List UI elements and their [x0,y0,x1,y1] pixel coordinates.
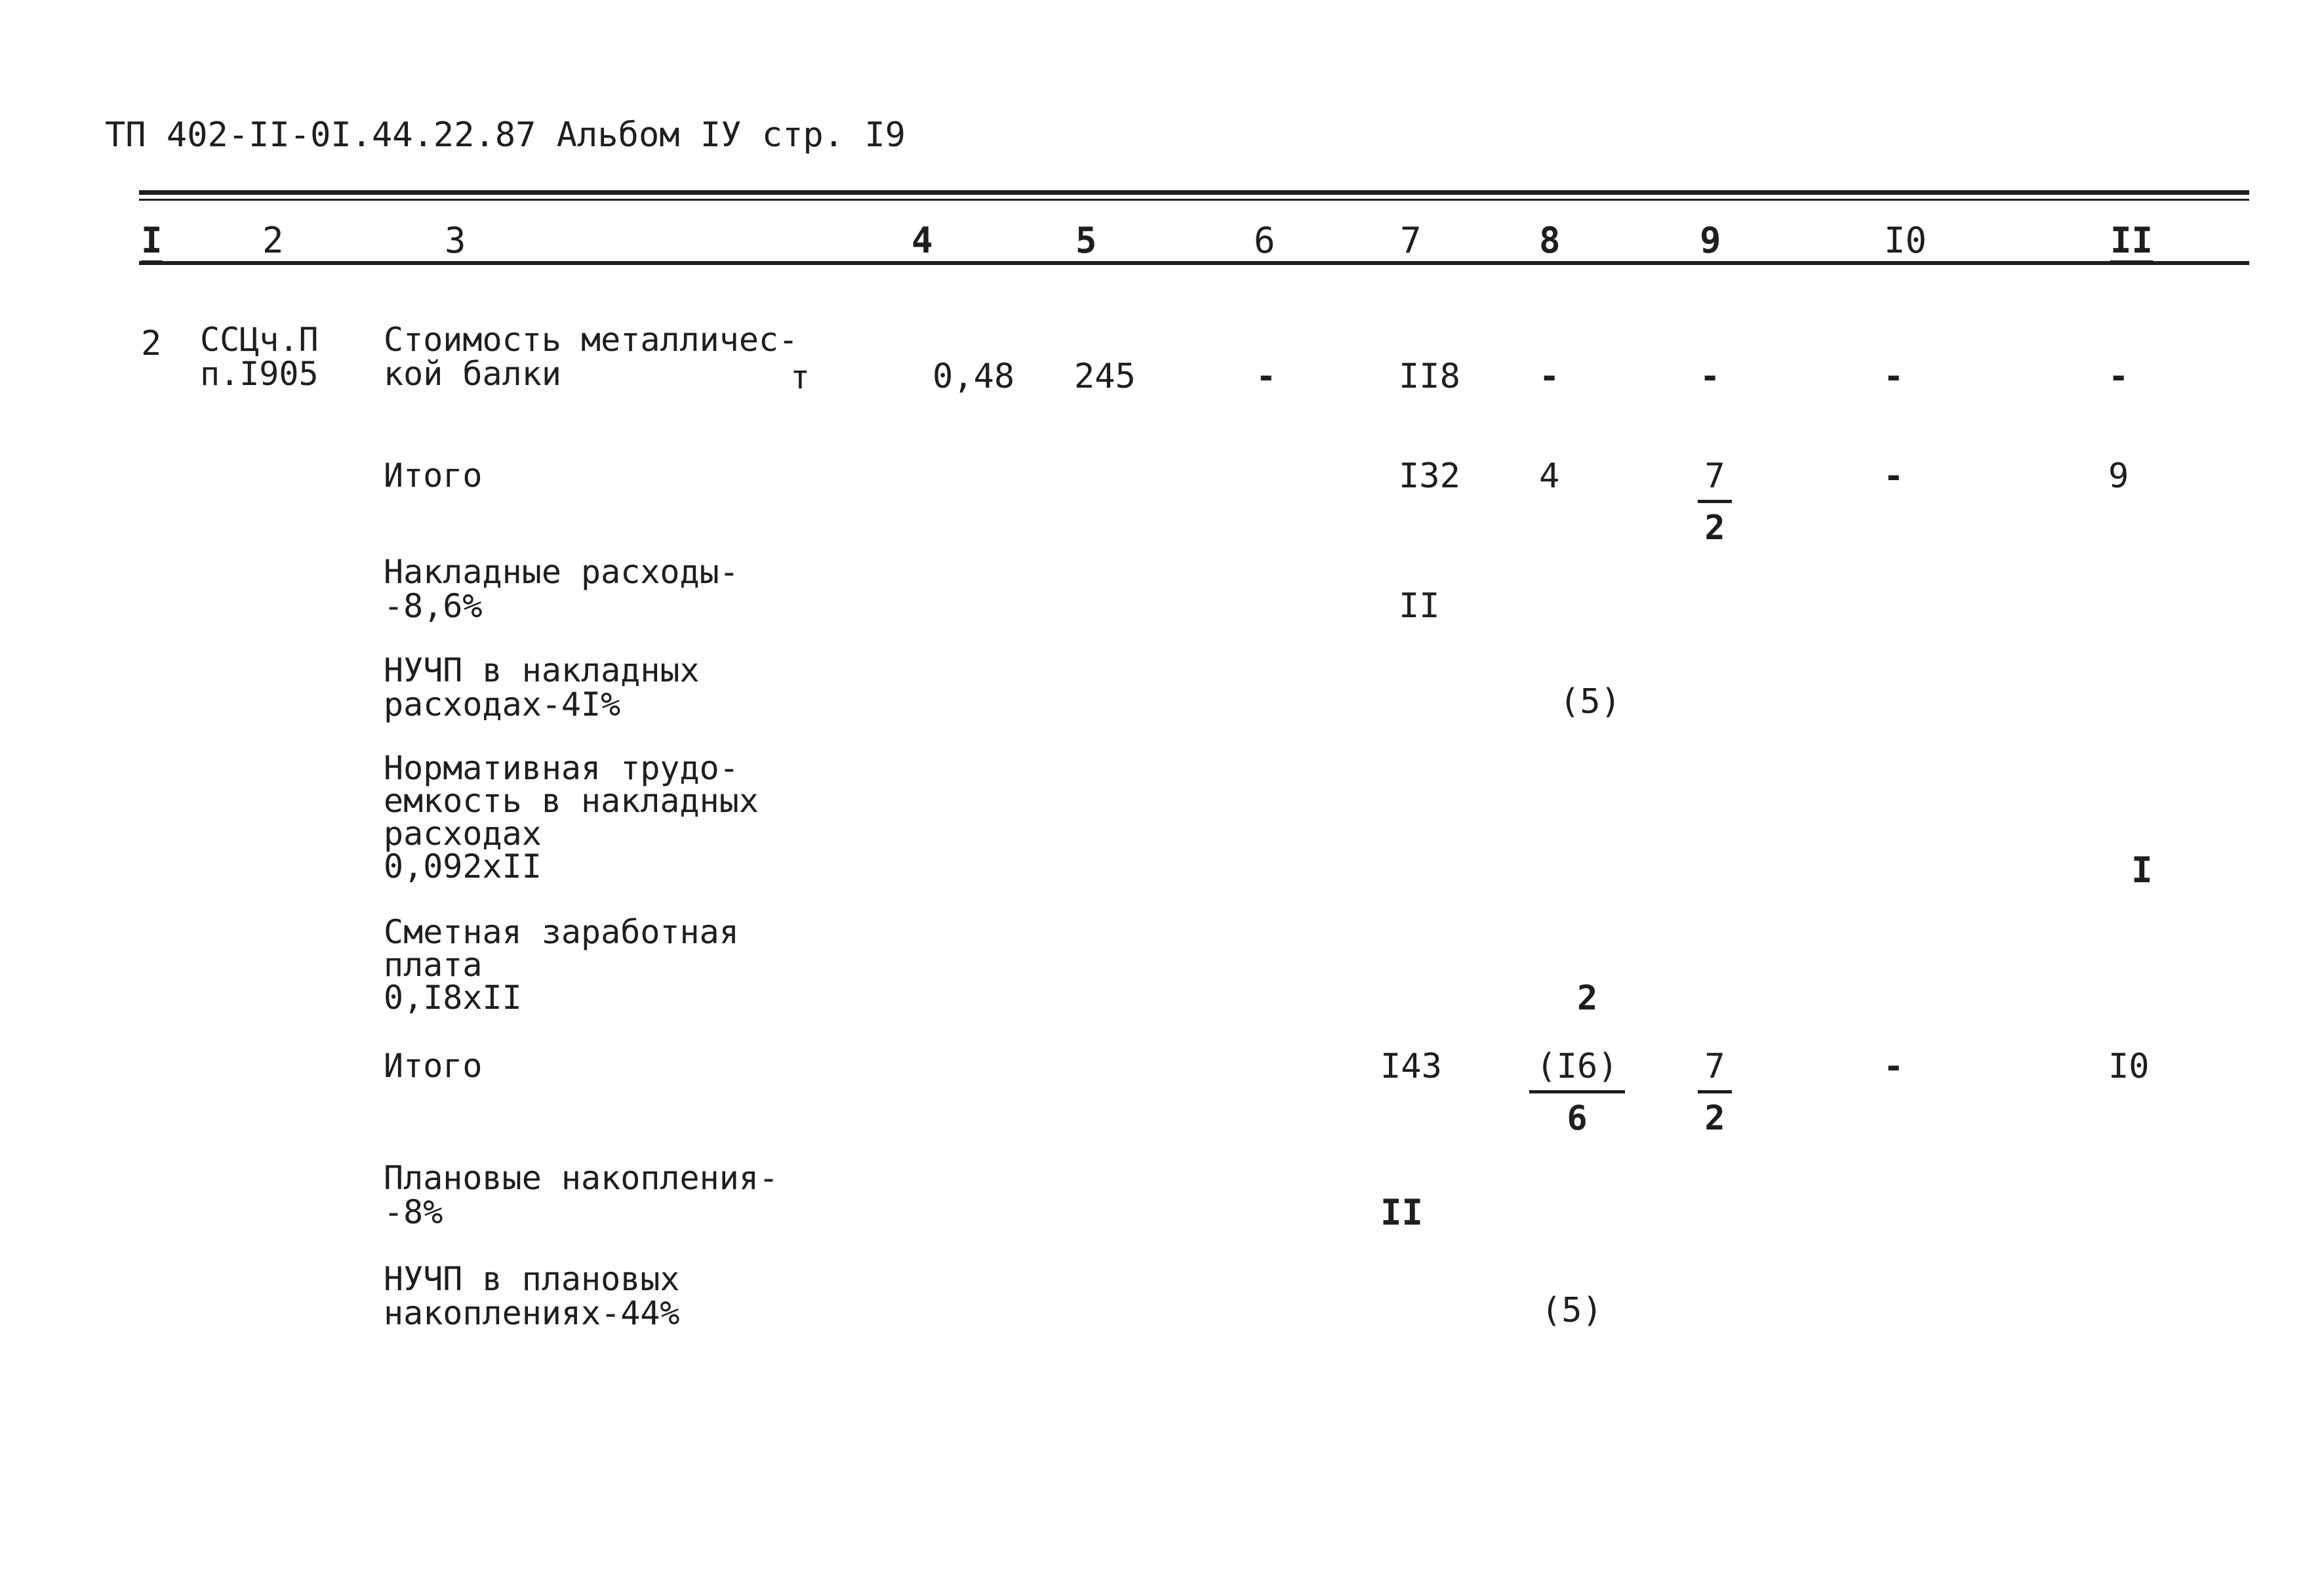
row7-c9-denominator: 2 [1704,1099,1725,1138]
col-header-8: 8 [1539,220,1561,261]
col-header-11: II [2110,220,2154,261]
col-header-10: I0 [1884,220,1927,261]
row2-c10: - [1883,457,1904,496]
row2-c9-fraction [1662,457,1767,548]
header-rule [139,261,2249,265]
top-rule [139,190,2249,195]
row1-num: 2 [141,324,162,363]
row2-c7: I32 [1399,457,1460,496]
row1-c11: - [2108,357,2129,396]
row2-desc: Итого [384,457,483,495]
row6-c8: 2 [1577,979,1598,1018]
row5-c11: I [2131,849,2153,891]
row7-c8-numerator: (I6) [1529,1049,1624,1093]
col-header-3: 3 [445,220,466,261]
row2-c8: 4 [1539,457,1560,496]
row1-c8: - [1539,357,1560,396]
row1-unit: т [790,358,811,396]
col-header-2: 2 [262,220,284,261]
row2-c11: 9 [2108,457,2129,496]
page-header: ТП 402-II-0I.44.22.87 Альбом IУ стр. I9 [105,115,906,155]
row8-desc: Плановые накопления- -8% [384,1159,779,1231]
row1-c7: II8 [1399,357,1460,396]
row7-c10: - [1883,1047,1904,1086]
row4-desc: НУЧП в накладных расходах-4I% [384,651,700,723]
row6-desc: Сметная заработная плата 0,I8хII [384,913,739,1017]
row3-c7: II [1399,586,1440,626]
row7-c7: I43 [1380,1047,1442,1086]
row1-c6: - [1256,357,1277,396]
col-header-7: 7 [1400,220,1422,261]
row1-qty: 0,48 [932,357,1015,396]
row1-c10: - [1883,357,1904,396]
row1-desc: Стоимость металличес- кой балки [384,321,799,393]
row2-c9-denominator: 2 [1704,508,1725,548]
row7-c9-numerator: 7 [1698,1049,1731,1093]
col-header-1: I [141,220,163,261]
col-header-6: 6 [1254,220,1275,261]
row7-c8-denominator: 6 [1567,1099,1588,1138]
row8-c7: II [1380,1192,1424,1233]
row1-c9: - [1700,357,1721,396]
col-header-9: 9 [1700,220,1721,261]
row1-price: 245 [1074,357,1136,396]
row9-desc: НУЧП в плановых накоплениях-44% [384,1260,680,1332]
row7-desc: Итого [384,1047,483,1085]
row5-desc: Нормативная трудо- емкость в накладных расходах 0,092хII [384,749,759,886]
row1-code: ССЦч.П п.I905 [200,321,319,393]
col-header-5: 5 [1075,220,1097,261]
top-rule-thin [139,199,2249,201]
col-header-4: 4 [912,220,933,261]
row3-desc: Накладные расходы- -8,6% [384,553,739,625]
row9-c8: (5) [1541,1291,1603,1330]
row2-c9-numerator: 7 [1698,459,1731,503]
row4-c8: (5) [1559,682,1621,722]
row7-c11: I0 [2108,1047,2150,1086]
row7-c9-fraction [1662,1047,1767,1138]
row7-c8-fraction [1525,1047,1630,1138]
